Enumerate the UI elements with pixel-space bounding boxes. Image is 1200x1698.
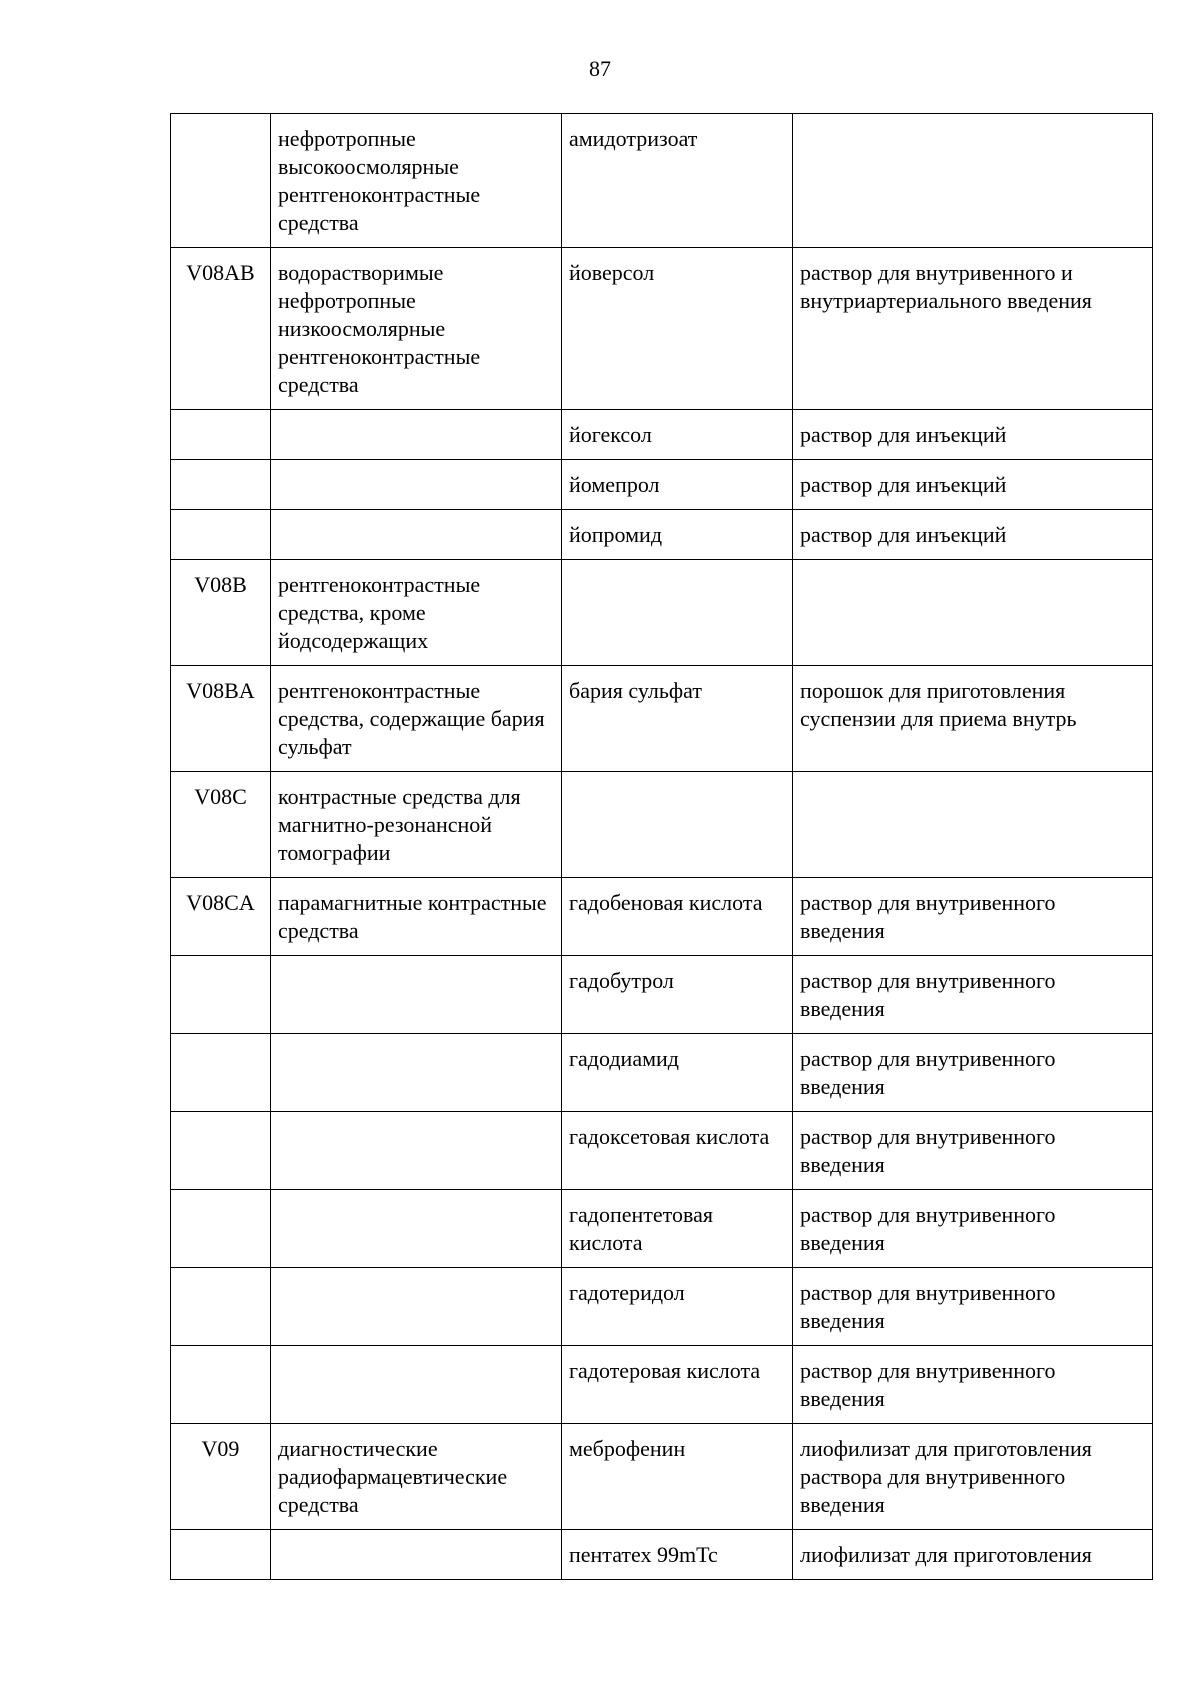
pharmacological-group-cell bbox=[271, 410, 562, 460]
dosage-form-cell: раствор для внутривенного введения bbox=[793, 1190, 1153, 1268]
page-number: 87 bbox=[589, 56, 611, 81]
table-row bbox=[171, 666, 1153, 772]
pharmacological-group-cell bbox=[271, 1530, 562, 1580]
pharmacological-group-cell: нефротропные высокоосмолярные рентгеноконтрастные средства bbox=[271, 114, 562, 248]
drug-name-cell bbox=[562, 560, 793, 666]
drug-name-cell: амидотризоат bbox=[562, 114, 793, 248]
dosage-form-cell: раствор для инъекций bbox=[793, 410, 1153, 460]
dosage-form-cell: раствор для инъекций bbox=[793, 510, 1153, 560]
table-row bbox=[171, 560, 1153, 666]
table-row bbox=[171, 878, 1153, 956]
atc-code-cell bbox=[171, 1112, 271, 1190]
table-row bbox=[171, 1530, 1153, 1580]
drug-name-cell bbox=[562, 772, 793, 878]
drug-name-cell: бария сульфат bbox=[562, 666, 793, 772]
table-row bbox=[171, 772, 1153, 878]
drug-name-cell: йогексол bbox=[562, 410, 793, 460]
dosage-form-cell: раствор для внутривенного введения bbox=[793, 878, 1153, 956]
pharmacological-group-cell bbox=[271, 1034, 562, 1112]
drug-name-cell: гадоксетовая кислота bbox=[562, 1112, 793, 1190]
dosage-form-cell: раствор для внутривенного введения bbox=[793, 956, 1153, 1034]
drug-name-cell: гадобеновая кислота bbox=[562, 878, 793, 956]
table-row bbox=[171, 1346, 1153, 1424]
pharmacological-group-cell: диагностические радиофармацевтические средства bbox=[271, 1424, 562, 1530]
table-row bbox=[171, 1424, 1153, 1530]
pharmacological-group-cell bbox=[271, 1112, 562, 1190]
drug-name-cell: гадодиамид bbox=[562, 1034, 793, 1112]
pharmacological-group-cell: водорастворимые нефротропные низкоосмолярные рентгеноконтрастные средства bbox=[271, 248, 562, 410]
atc-code-cell bbox=[171, 1530, 271, 1580]
atc-code-cell: V08AB bbox=[171, 248, 271, 410]
atc-code-cell bbox=[171, 1190, 271, 1268]
pharmacological-group-cell bbox=[271, 510, 562, 560]
pharmacological-group-cell bbox=[271, 1346, 562, 1424]
pharmacological-group-cell bbox=[271, 1268, 562, 1346]
drug-name-cell: меброфенин bbox=[562, 1424, 793, 1530]
pharmacological-group-cell: рентгеноконтрастные средства, кроме йодсодержащих bbox=[271, 560, 562, 666]
atc-code-cell bbox=[171, 460, 271, 510]
atc-code-cell bbox=[171, 956, 271, 1034]
pharmacological-group-cell: рентгеноконтрастные средства, содержащие бария сульфат bbox=[271, 666, 562, 772]
atc-code-cell: V08C bbox=[171, 772, 271, 878]
table-row bbox=[171, 1268, 1153, 1346]
dosage-form-cell: раствор для внутривенного введения bbox=[793, 1112, 1153, 1190]
pharmacological-group-cell: контрастные средства для магнитно-резонансной томографии bbox=[271, 772, 562, 878]
table-row bbox=[171, 1034, 1153, 1112]
table-row bbox=[171, 410, 1153, 460]
atc-code-cell bbox=[171, 1268, 271, 1346]
dosage-form-cell: раствор для внутривенного введения bbox=[793, 1268, 1153, 1346]
atc-code-cell bbox=[171, 510, 271, 560]
atc-code-cell bbox=[171, 114, 271, 248]
atc-code-cell: V08B bbox=[171, 560, 271, 666]
pharmacological-group-cell: парамагнитные контрастные средства bbox=[271, 878, 562, 956]
dosage-form-cell: раствор для внутривенного и внутриартериального введения bbox=[793, 248, 1153, 410]
atc-code-cell bbox=[171, 410, 271, 460]
atc-code-cell: V09 bbox=[171, 1424, 271, 1530]
atc-code-cell bbox=[171, 1034, 271, 1112]
atc-code-cell: V08CA bbox=[171, 878, 271, 956]
drug-name-cell: йопромид bbox=[562, 510, 793, 560]
table-row bbox=[171, 1190, 1153, 1268]
dosage-form-cell: раствор для внутривенного введения bbox=[793, 1034, 1153, 1112]
atc-code-cell bbox=[171, 1346, 271, 1424]
table-row bbox=[171, 114, 1153, 248]
dosage-form-cell bbox=[793, 114, 1153, 248]
drug-name-cell: гадопентетовая кислота bbox=[562, 1190, 793, 1268]
table-row bbox=[171, 460, 1153, 510]
table-row bbox=[171, 1112, 1153, 1190]
table-row bbox=[171, 248, 1153, 410]
dosage-form-cell: раствор для внутривенного введения bbox=[793, 1346, 1153, 1424]
drug-name-cell: йомепрол bbox=[562, 460, 793, 510]
pharmacological-group-cell bbox=[271, 460, 562, 510]
pharmacological-group-cell bbox=[271, 956, 562, 1034]
dosage-form-cell: лиофилизат для приготовления bbox=[793, 1530, 1153, 1580]
pharmacological-group-cell bbox=[271, 1190, 562, 1268]
dosage-form-cell: порошок для приготовления суспензии для приема внутрь bbox=[793, 666, 1153, 772]
dosage-form-cell bbox=[793, 560, 1153, 666]
drug-name-cell: пентатех 99mTc bbox=[562, 1530, 793, 1580]
drug-name-cell: гадотеридол bbox=[562, 1268, 793, 1346]
drug-name-cell: гадотеровая кислота bbox=[562, 1346, 793, 1424]
table-row bbox=[171, 956, 1153, 1034]
drug-name-cell: йоверсол bbox=[562, 248, 793, 410]
dosage-form-cell: раствор для инъекций bbox=[793, 460, 1153, 510]
table-body bbox=[171, 114, 1153, 1580]
atc-code-cell: V08BA bbox=[171, 666, 271, 772]
drug-name-cell: гадобутрол bbox=[562, 956, 793, 1034]
drug-table bbox=[170, 113, 1153, 1580]
dosage-form-cell: лиофилизат для приготовления раствора для внутривенного введения bbox=[793, 1424, 1153, 1530]
table-row bbox=[171, 510, 1153, 560]
dosage-form-cell bbox=[793, 772, 1153, 878]
